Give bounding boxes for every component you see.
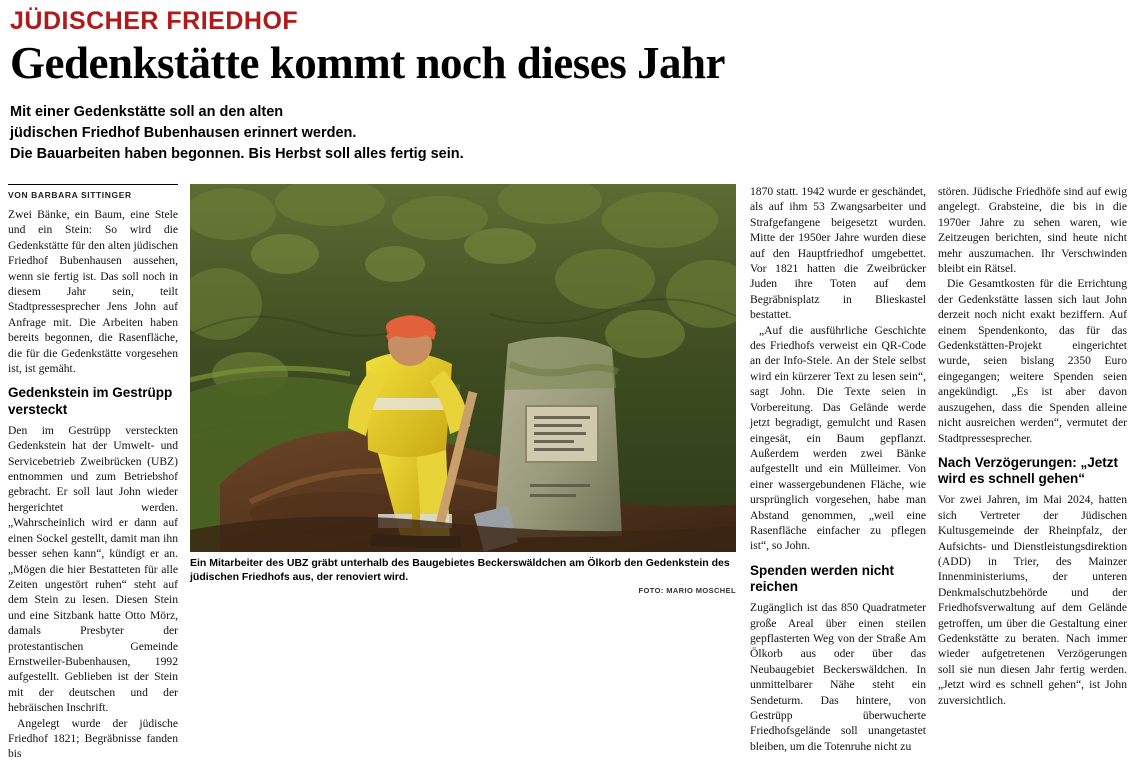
text-column-1 (8, 184, 190, 761)
section-subheadline: Nach Verzögerungen: „Jetzt wird es schnell gehen“ (938, 454, 1119, 487)
paragraph: „Auf die ausführliche Geschichte des Friedhofs verweist ein QR-Code an der Info-Stele. An der Stele selbst wird ein kürzerer Text zu lesen sein“, sagt John. Die Texte seien in Vorbereitung. Das Gelände werde jetzt begradigt, gemulcht und Rasen eingesät, ein Baum gepflanzt. Außerdem werden zwei Bänke aufgestellt und ein Mülleimer. Von einer wassergebundenen Fläche, wie ursprünglich vorgesehen, habe man Abstand genommen, „weil eine Rasenfläche einfacher zu pflegen ist“, so John. (750, 323, 926, 553)
section-subheadline: Gedenkstein im Gestrüpp versteckt (8, 385, 173, 417)
paragraph: Die Gesamtkosten für die Errichtung der Gedenkstätte lassen sich laut John derzeit noch nicht exakt beziffern. Auf einem Spendenkonto, das für das Gedenkstätten-Projekt eingerichtet wurde, seien bislang 2350 Euro eingegangen; weitere Spenden seien angekündigt. „Es ist aber davon auszugehen, dass die Spenden alleine nicht ausreichen werden“, vermutet der Stadtpressesprecher. (938, 277, 1127, 445)
paragraph: Den im Gestrüpp versteckten Gedenkstein hat der Umwelt- und Servicebetrieb Zweibrücken (UBZ) entnommen und zum Betriebshof gebracht. Er soll laut John wieder hergerichtet werden. „Wahrscheinlich wird er dann auf einen Sockel gestellt, damit man ihn besser sehen kann“, kündigt er an. „Mögen die hier Bestatteten für alle Zeiten ungestört ruhen“ steht auf dem Stein zu lesen. Diesen Stein und eine Sitzbank hatte Otto Mörz, damals Presbyter der protestantischen Gemeinde Ernstweiler-Bubenhausen, 1992 aufgestellt. Geblieben ist der Stein mit der deutschen und der hebräischen Inschrift. (8, 423, 178, 715)
article-body (8, 184, 1139, 761)
article-subhead (10, 102, 1139, 165)
page-title: Gedenkstätte kommt noch dieses Jahr (10, 38, 725, 89)
photo-column (190, 184, 750, 613)
paragraph: 1870 statt. 1942 wurde er geschändet, als auf ihm 53 Zwangsarbeiter und Strafgefangene beigesetzt wurden. Mitte der 1950er Jahre wurden diese auf den Hauptfriedhof umgebettet. Vor 1821 hatten die Zweibrücker Juden ihre Toten auf dem Begräbnisplatz in Blieskastel bestattet. (750, 185, 926, 322)
newspaper-article-page (0, 7, 1147, 761)
text-column-3 (750, 184, 938, 753)
article-kicker: JÜDISCHER FRIEDHOF (10, 7, 299, 35)
section-subheadline: Spenden werden nicht reichen (750, 562, 895, 594)
subhead-line-2: jüdischen Friedhof Bubenhausen erinnert werden. (10, 124, 357, 141)
paragraph: stören. Jüdische Friedhöfe sind auf ewig angelegt. Grabsteine, die bis in die 1970er Jahre zu sehen waren, wie Zeitzeugen berichten, sind heute nicht mehr auszumachen. Ihr Verschwinden bleibt ein Rätsel. (938, 185, 1127, 276)
paragraph: Angelegt wurde der jüdische Friedhof 1821; Begräbnisse fanden bis (8, 716, 178, 761)
photo-caption: Ein Mitarbeiter des UBZ gräbt unterhalb des Baugebietes Beckerswäldchen am Ölkorb den Gedenkstein des jüdischen Friedhofs aus, der renoviert wird. (190, 557, 730, 583)
photo-credit: FOTO: MARIO MOSCHEL (638, 586, 736, 596)
subhead-line-1: Mit einer Gedenkstätte soll an den alten (10, 103, 284, 120)
paragraph: Vor zwei Jahren, im Mai 2024, hatten sich Vertreter der Jüdischen Kultusgemeinde der Rheinpfalz, der Aufsichts- und Dienstleistungsdirektion (ADD) in Trier, des Mainzer Innenministeriums, der unteren Denkmalschutzbehörde und der Friedhofsverwaltung auf dem Gelände getroffen, um über die Gestaltung einer Gedenkstätte zu beraten. Nach immer wieder aufgetretenen Verzögerungen soll sie nun diesen Jahr fertig werden. „Jetzt wird es schnell gehen“, ist John zuversichtlich. (938, 493, 1127, 707)
column-rule (8, 184, 178, 185)
text-column-4 (938, 184, 1127, 707)
paragraph: Zwei Bänke, ein Baum, eine Stele und ein Stein: So wird die Gedenkstätte für den alten jüdischen Friedhof Bubenhausen aussehen, wenn sie fertig ist. Das soll noch in diesem Jahr sein, teilt Stadtpressesprecher Jens John auf Anfrage mit. Die Arbeiten haben bereits begonnen, die Rasenfläche, die für die Gedenkstätte vorgesehen ist, ist gemäht. (8, 208, 178, 376)
article-photo (190, 184, 736, 552)
paragraph: Zugänglich ist das 850 Quadratmeter große Areal über einen steilen gepflasterten Weg von der Straße Am Ölkorb aus oder über das Neubaugebiet Beckerswäldchen. In unmittelbarer Nähe steht ein Sendeturm. Das hintere, von Gestrüpp überwucherte Friedhofsgelände soll unangetastet bleiben, um die Totenruhe nicht zu (750, 601, 926, 753)
byline: VON BARBARA SITTINGER (8, 190, 132, 200)
subhead-line-3: Die Bauarbeiten haben begonnen. Bis Herbst soll alles fertig sein. (10, 145, 464, 162)
photo-wrap (190, 184, 736, 595)
